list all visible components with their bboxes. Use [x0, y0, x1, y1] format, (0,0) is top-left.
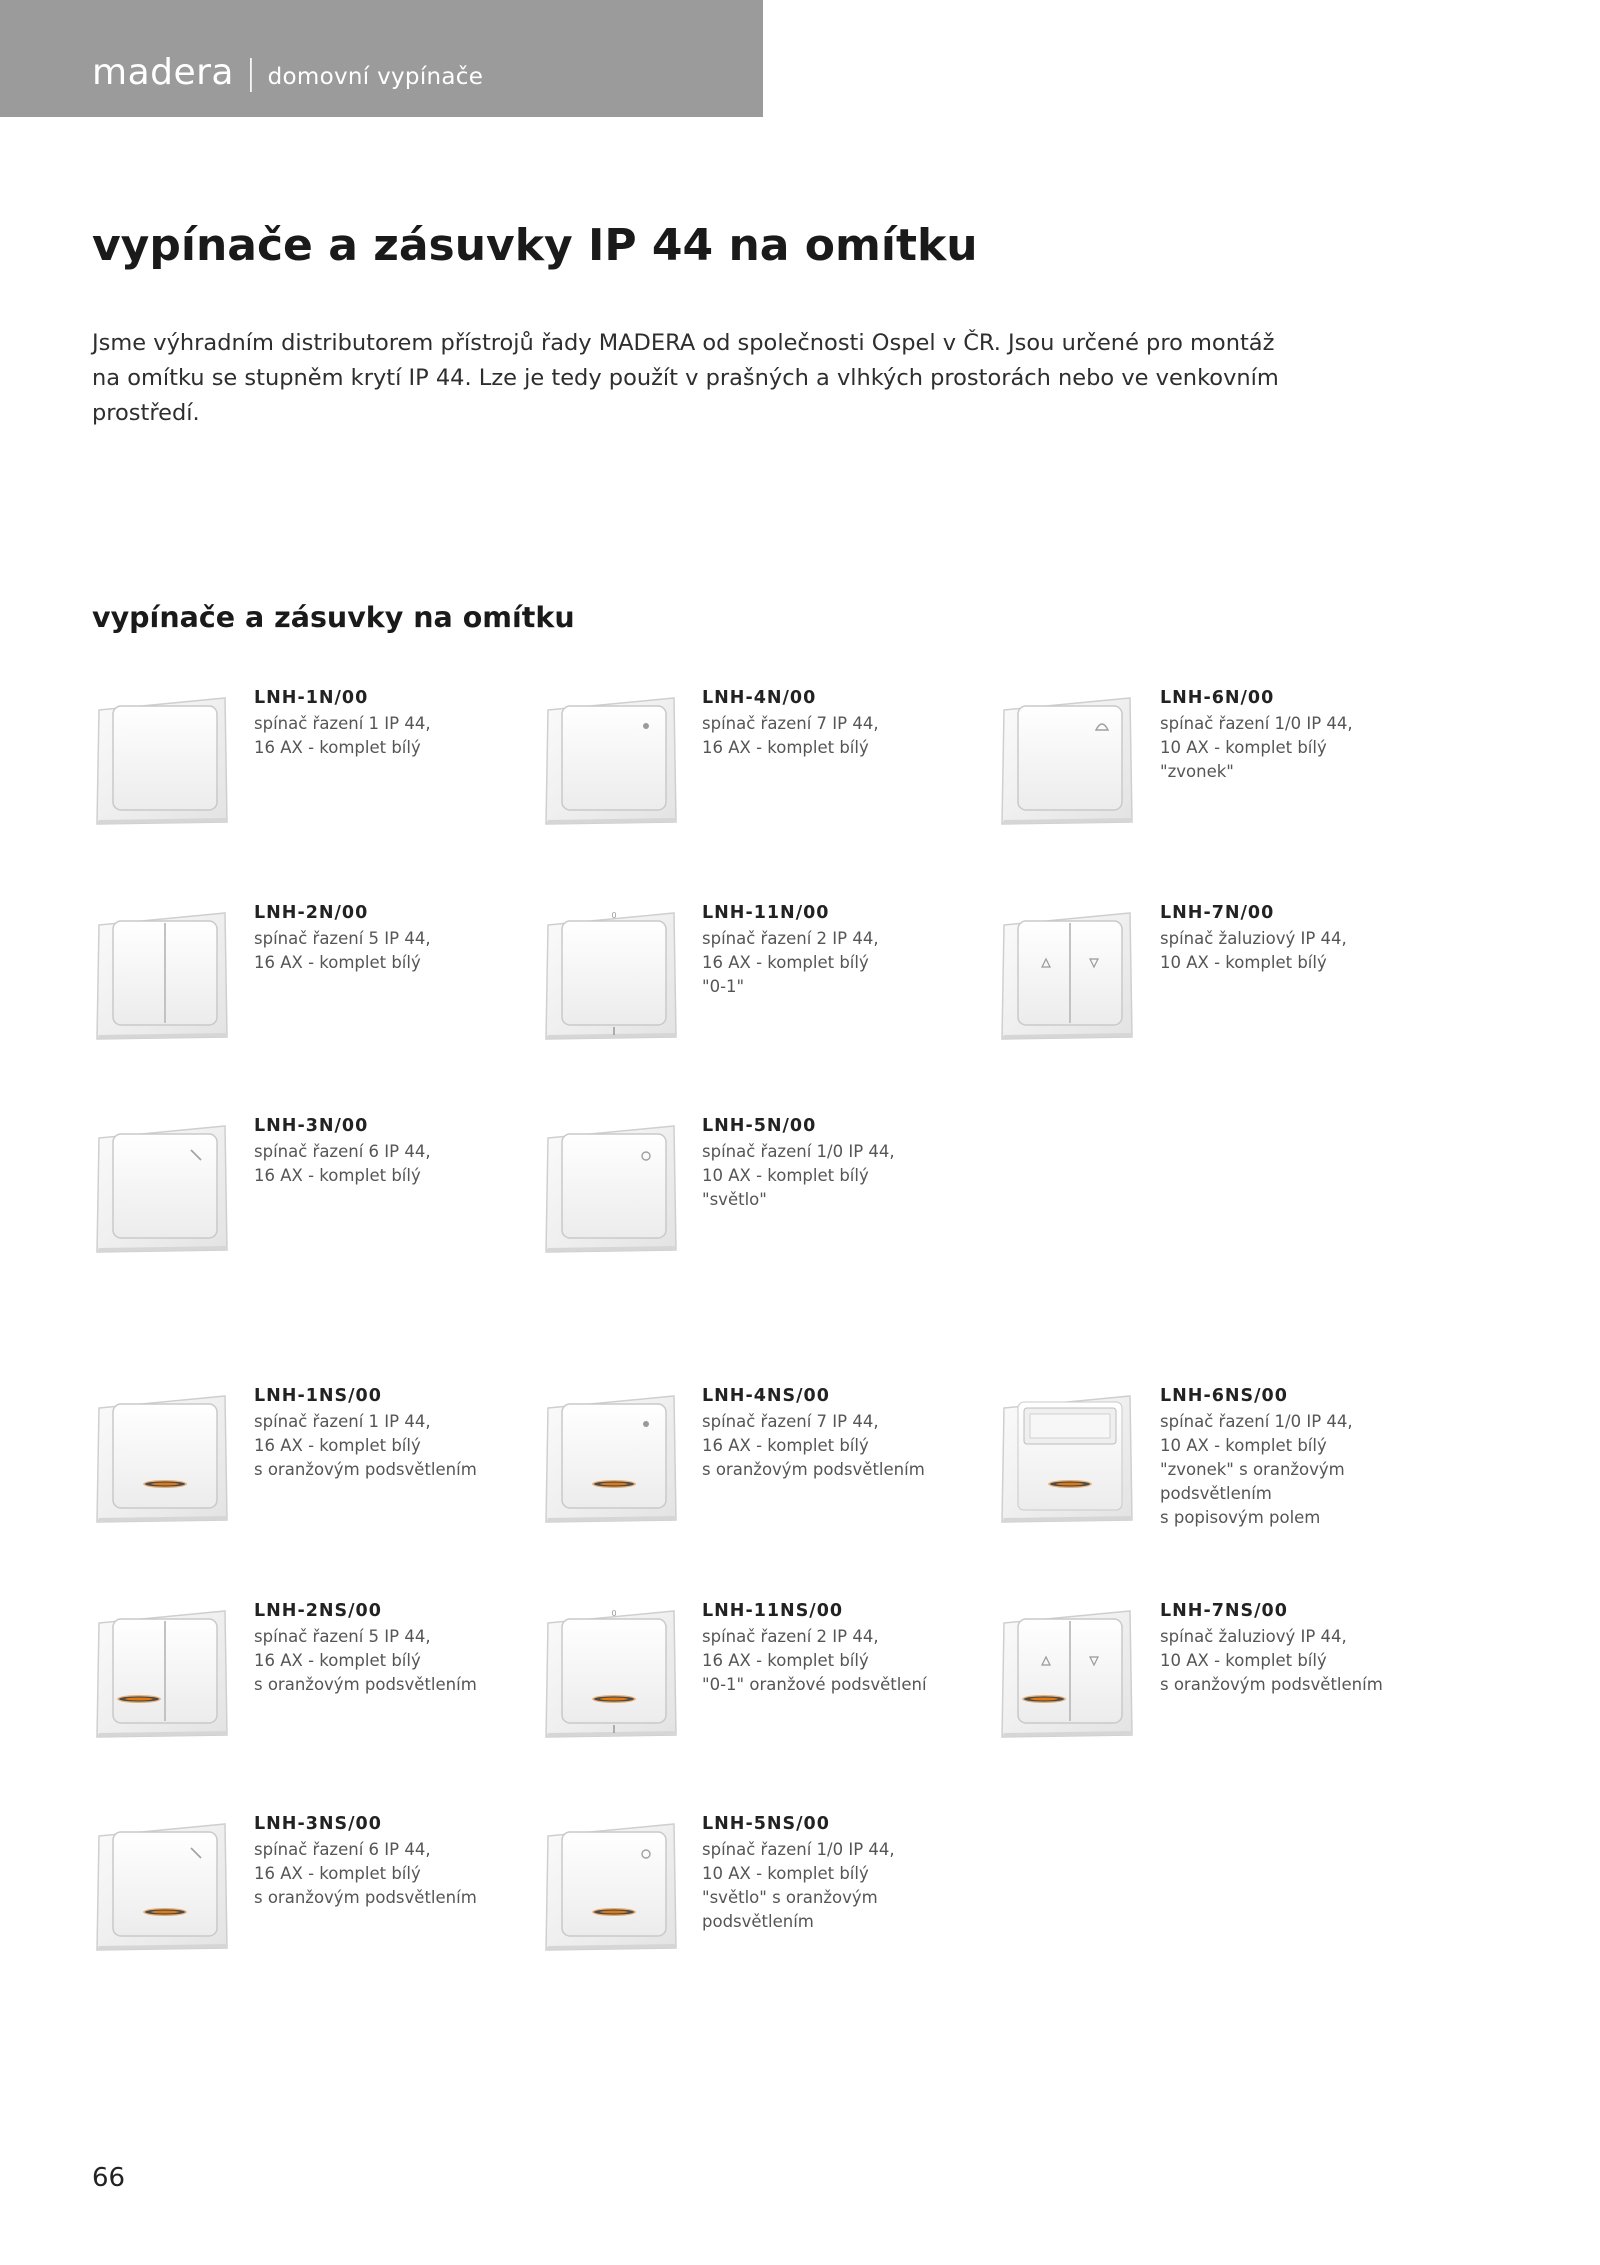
- product-description-line: spínač řazení 1 IP 44,: [254, 714, 431, 733]
- product-description-line: spínač řazení 6 IP 44,: [254, 1142, 431, 1161]
- product-description-line: podsvětlením: [702, 1912, 814, 1931]
- product-description-line: "světlo": [702, 1190, 767, 1209]
- product-description-line: spínač řazení 7 IP 44,: [702, 1412, 879, 1431]
- product-description-line: spínač žaluziový IP 44,: [1160, 1627, 1347, 1646]
- product-description-line: 16 AX - komplet bílý: [702, 1651, 869, 1670]
- product-code: LNH-7N/00: [1160, 903, 1275, 923]
- product-description-line: 10 AX - komplet bílý: [1160, 738, 1327, 757]
- product-description-line: spínač řazení 7 IP 44,: [702, 714, 879, 733]
- product-description-line: "světlo" s oranžovým: [702, 1888, 878, 1907]
- product-description-line: s oranžovým podsvětlením: [254, 1675, 477, 1694]
- product-code: LNH-6N/00: [1160, 688, 1275, 708]
- product-description-line: spínač řazení 1/0 IP 44,: [702, 1840, 895, 1859]
- product-code: LNH-6NS/00: [1160, 1386, 1288, 1406]
- product-description-line: s oranžovým podsvětlením: [254, 1460, 477, 1479]
- product-code: LNH-1NS/00: [254, 1386, 382, 1406]
- switch-single-01-icon: [542, 905, 680, 1043]
- switch-single-01-lit-icon: [542, 1603, 680, 1741]
- product-item: [1160, 1599, 1460, 1697]
- product-item: [254, 1384, 554, 1482]
- product-description-line: "zvonek": [1160, 762, 1234, 781]
- product-description-line: 16 AX - komplet bílý: [254, 953, 421, 972]
- product-code: LNH-11NS/00: [702, 1601, 844, 1621]
- product-description-line: "0-1": [702, 977, 745, 996]
- product-description-line: spínač řazení 2 IP 44,: [702, 929, 879, 948]
- product-description-line: "zvonek" s oranžovým: [1160, 1460, 1345, 1479]
- header-subtitle: domovní vypínače: [267, 64, 484, 90]
- product-description-line: spínač řazení 1/0 IP 44,: [702, 1142, 895, 1161]
- brand-name: madera: [92, 52, 234, 93]
- product-description-line: 10 AX - komplet bílý: [702, 1166, 869, 1185]
- product-description-line: 16 AX - komplet bílý: [254, 738, 421, 757]
- switch-single-plain-icon: [93, 690, 231, 828]
- switch-single-line-lit-icon: [93, 1816, 231, 1954]
- product-description-line: 16 AX - komplet bílý: [254, 1864, 421, 1883]
- product-item: [254, 1599, 554, 1697]
- product-code: LNH-2NS/00: [254, 1601, 382, 1621]
- switch-single-dot-icon: [542, 690, 680, 828]
- svg-text:0: 0: [611, 911, 617, 920]
- product-description-line: "0-1" oranžové podsvětlení: [702, 1675, 927, 1694]
- product-description-line: podsvětlením: [1160, 1484, 1272, 1503]
- header-text: [92, 52, 483, 93]
- product-description-line: 10 AX - komplet bílý: [702, 1864, 869, 1883]
- product-code: LNH-3NS/00: [254, 1814, 382, 1834]
- svg-text:0: 0: [611, 1609, 617, 1618]
- header-separator: |: [245, 53, 257, 93]
- product-item: [702, 901, 1002, 999]
- intro-paragraph: [92, 326, 1422, 431]
- header-band: [0, 0, 763, 117]
- product-code: LNH-4N/00: [702, 688, 817, 708]
- product-code: LNH-7NS/00: [1160, 1601, 1288, 1621]
- switch-double-arrows-lit-icon: [998, 1603, 1136, 1741]
- product-code: LNH-4NS/00: [702, 1386, 830, 1406]
- product-code: LNH-2N/00: [254, 903, 369, 923]
- product-description-line: 16 AX - komplet bílý: [702, 953, 869, 972]
- product-description-line: spínač řazení 6 IP 44,: [254, 1840, 431, 1859]
- intro-line: prostředí.: [92, 400, 200, 426]
- product-item: [254, 1812, 554, 1910]
- product-description-line: spínač řazení 2 IP 44,: [702, 1627, 879, 1646]
- page-title: vypínače a zásuvky IP 44 na omítku: [92, 220, 978, 271]
- product-item: [702, 1599, 1002, 1697]
- product-description-line: s oranžovým podsvětlením: [702, 1460, 925, 1479]
- product-description-line: s popisovým polem: [1160, 1508, 1321, 1527]
- switch-single-line-icon: [93, 1118, 231, 1256]
- product-code: LNH-1N/00: [254, 688, 369, 708]
- product-description-line: 16 AX - komplet bílý: [254, 1651, 421, 1670]
- product-description-line: 10 AX - komplet bílý: [1160, 1651, 1327, 1670]
- product-description-line: spínač řazení 1/0 IP 44,: [1160, 1412, 1353, 1431]
- product-item: [702, 1812, 1002, 1934]
- page-number: 66: [92, 2163, 126, 2193]
- switch-single-bell-icon: [998, 690, 1136, 828]
- switch-single-light-lit-icon: [542, 1816, 680, 1954]
- section-title: vypínače a zásuvky na omítku: [92, 601, 575, 634]
- intro-line: na omítku se stupněm krytí IP 44. Lze je tedy použít v prašných a vlhkých prostorách nebo ve venkovním: [92, 365, 1279, 391]
- product-item: [254, 686, 554, 760]
- product-description-line: 10 AX - komplet bílý: [1160, 953, 1327, 972]
- product-code: LNH-5N/00: [702, 1116, 817, 1136]
- product-description-line: 16 AX - komplet bílý: [254, 1436, 421, 1455]
- switch-single-light-icon: [542, 1118, 680, 1256]
- product-description-line: 16 AX - komplet bílý: [702, 738, 869, 757]
- product-description-line: 16 AX - komplet bílý: [254, 1166, 421, 1185]
- product-description-line: spínač řazení 5 IP 44,: [254, 929, 431, 948]
- product-item: [1160, 901, 1460, 975]
- product-description-line: spínač řazení 5 IP 44,: [254, 1627, 431, 1646]
- product-item: [1160, 1384, 1460, 1530]
- product-description-line: spínač žaluziový IP 44,: [1160, 929, 1347, 948]
- product-code: LNH-5NS/00: [702, 1814, 830, 1834]
- switch-label-field-lit-icon: [998, 1388, 1136, 1526]
- product-item: [702, 1114, 1002, 1212]
- product-item: [702, 686, 1002, 760]
- intro-line: Jsme výhradním distributorem přístrojů řady MADERA od společnosti Ospel v ČR. Jsou určené pro montáž: [92, 330, 1275, 356]
- product-code: LNH-3N/00: [254, 1116, 369, 1136]
- product-description-line: s oranžovým podsvětlením: [1160, 1675, 1383, 1694]
- switch-double-arrows-icon: [998, 905, 1136, 1043]
- product-description-line: 16 AX - komplet bílý: [702, 1436, 869, 1455]
- switch-double-icon: [93, 905, 231, 1043]
- product-description-line: s oranžovým podsvětlením: [254, 1888, 477, 1907]
- product-description-line: spínač řazení 1 IP 44,: [254, 1412, 431, 1431]
- product-description-line: spínač řazení 1/0 IP 44,: [1160, 714, 1353, 733]
- product-description-line: 10 AX - komplet bílý: [1160, 1436, 1327, 1455]
- switch-single-dot-lit-icon: [542, 1388, 680, 1526]
- product-item: [702, 1384, 1002, 1482]
- product-item: [1160, 686, 1460, 784]
- product-item: [254, 901, 554, 975]
- product-code: LNH-11N/00: [702, 903, 830, 923]
- switch-single-plain-lit-icon: [93, 1388, 231, 1526]
- product-item: [254, 1114, 554, 1188]
- switch-double-lit-icon: [93, 1603, 231, 1741]
